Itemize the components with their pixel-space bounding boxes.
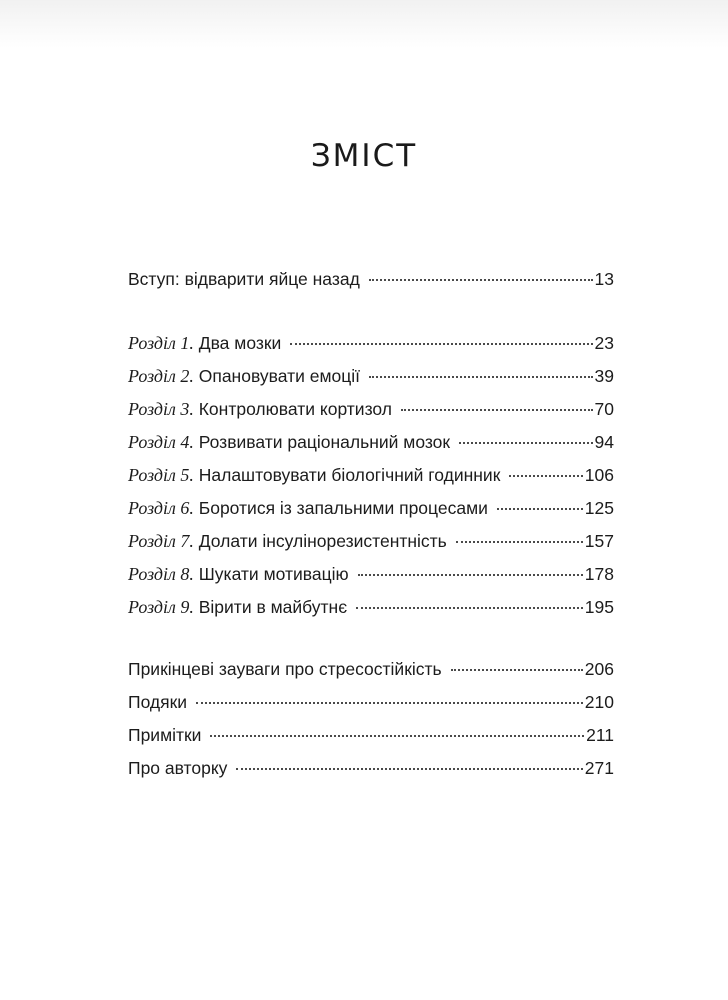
dot-leader (369, 279, 593, 281)
dot-leader (451, 669, 583, 671)
dot-leader (509, 475, 582, 477)
toc-entry-label (128, 459, 500, 492)
chapter-prefix: Розділ 7. (128, 531, 194, 551)
toc-entry-acknowledgments (128, 686, 614, 719)
toc-entry-label (128, 426, 450, 459)
toc-page-number: 70 (594, 399, 614, 419)
toc-entry-final-notes (128, 653, 614, 686)
dot-leader (497, 508, 583, 510)
chapter-prefix: Розділ 3. (128, 399, 194, 419)
dot-leader (196, 702, 583, 704)
toc-page-number: 271 (584, 758, 614, 778)
chapter-title: Налаштовувати біологічний годинник (198, 465, 501, 485)
toc-entry-label: Про авторку (128, 758, 228, 778)
toc-page-number: 157 (584, 531, 614, 551)
table-of-contents (128, 263, 614, 785)
page-top-shadow (0, 0, 728, 48)
dot-leader (401, 409, 593, 411)
dot-leader (236, 768, 582, 770)
chapter-prefix: Розділ 8. (128, 564, 194, 584)
chapter-prefix: Розділ 4. (128, 432, 194, 452)
page-title: ЗМІСТ (310, 138, 418, 174)
toc-entry-chapter-6 (128, 492, 614, 525)
chapter-prefix: Розділ 5. (128, 465, 194, 485)
toc-page-number: 178 (584, 564, 614, 584)
toc-page-number: 13 (594, 269, 614, 289)
toc-entry-label (128, 393, 392, 426)
toc-entry-chapter-8 (128, 558, 614, 591)
toc-intro-group (128, 263, 614, 296)
dot-leader (369, 376, 593, 378)
toc-entry-label (128, 525, 447, 558)
toc-entry-label: Примітки (128, 725, 202, 745)
dot-leader (456, 541, 583, 543)
toc-page-number: 106 (584, 465, 614, 485)
toc-entry-label (128, 492, 488, 525)
dot-leader (459, 442, 592, 444)
chapter-title: Шукати мотивацію (198, 564, 349, 584)
chapter-title: Долати інсулінорезистентність (198, 531, 447, 551)
chapter-title: Розвивати раціональний мозок (198, 432, 451, 452)
toc-entry-chapter-2 (128, 360, 614, 393)
dot-leader (358, 574, 583, 576)
toc-entry-label (128, 591, 347, 624)
toc-entry-chapter-5 (128, 459, 614, 492)
toc-chapters-group (128, 327, 614, 624)
toc-page-number: 211 (586, 725, 614, 745)
chapter-title: Вірити в майбутнє (198, 597, 348, 617)
toc-entry-chapter-3 (128, 393, 614, 426)
toc-entry-label (128, 360, 360, 393)
toc-entry-label (128, 558, 349, 591)
chapter-title: Контролювати кортизол (198, 399, 392, 419)
toc-page-number: 23 (594, 333, 614, 353)
toc-entry-about-author (128, 752, 614, 785)
toc-entry-label: Подяки (128, 692, 188, 712)
toc-entry-chapter-4 (128, 426, 614, 459)
toc-page-number: 39 (594, 366, 614, 386)
toc-page-number: 206 (584, 659, 614, 679)
chapter-title: Боротися із запальними процесами (198, 498, 488, 518)
toc-page-number: 210 (584, 692, 614, 712)
toc-page-number: 195 (584, 597, 614, 617)
chapter-title: Два мозки (198, 333, 282, 353)
toc-entry-chapter-9 (128, 591, 614, 624)
chapter-prefix: Розділ 1. (128, 333, 194, 353)
chapter-prefix: Розділ 9. (128, 597, 194, 617)
toc-entry-notes (128, 719, 614, 752)
toc-entry-chapter-7 (128, 525, 614, 558)
dot-leader (356, 607, 583, 609)
toc-page-number: 94 (594, 432, 614, 452)
chapter-title: Опановувати емоції (198, 366, 360, 386)
dot-leader (210, 735, 584, 737)
toc-entry-label: Вступ: відварити яйце назад (128, 269, 360, 289)
toc-page-number: 125 (584, 498, 614, 518)
toc-back-matter-group (128, 653, 614, 785)
toc-entry-label (128, 327, 281, 360)
toc-entry-label: Прикінцеві зауваги про стресостійкість (128, 659, 442, 679)
toc-entry-chapter-1 (128, 327, 614, 360)
chapter-prefix: Розділ 6. (128, 498, 194, 518)
toc-entry-intro (128, 263, 614, 296)
dot-leader (290, 343, 592, 345)
chapter-prefix: Розділ 2. (128, 366, 194, 386)
